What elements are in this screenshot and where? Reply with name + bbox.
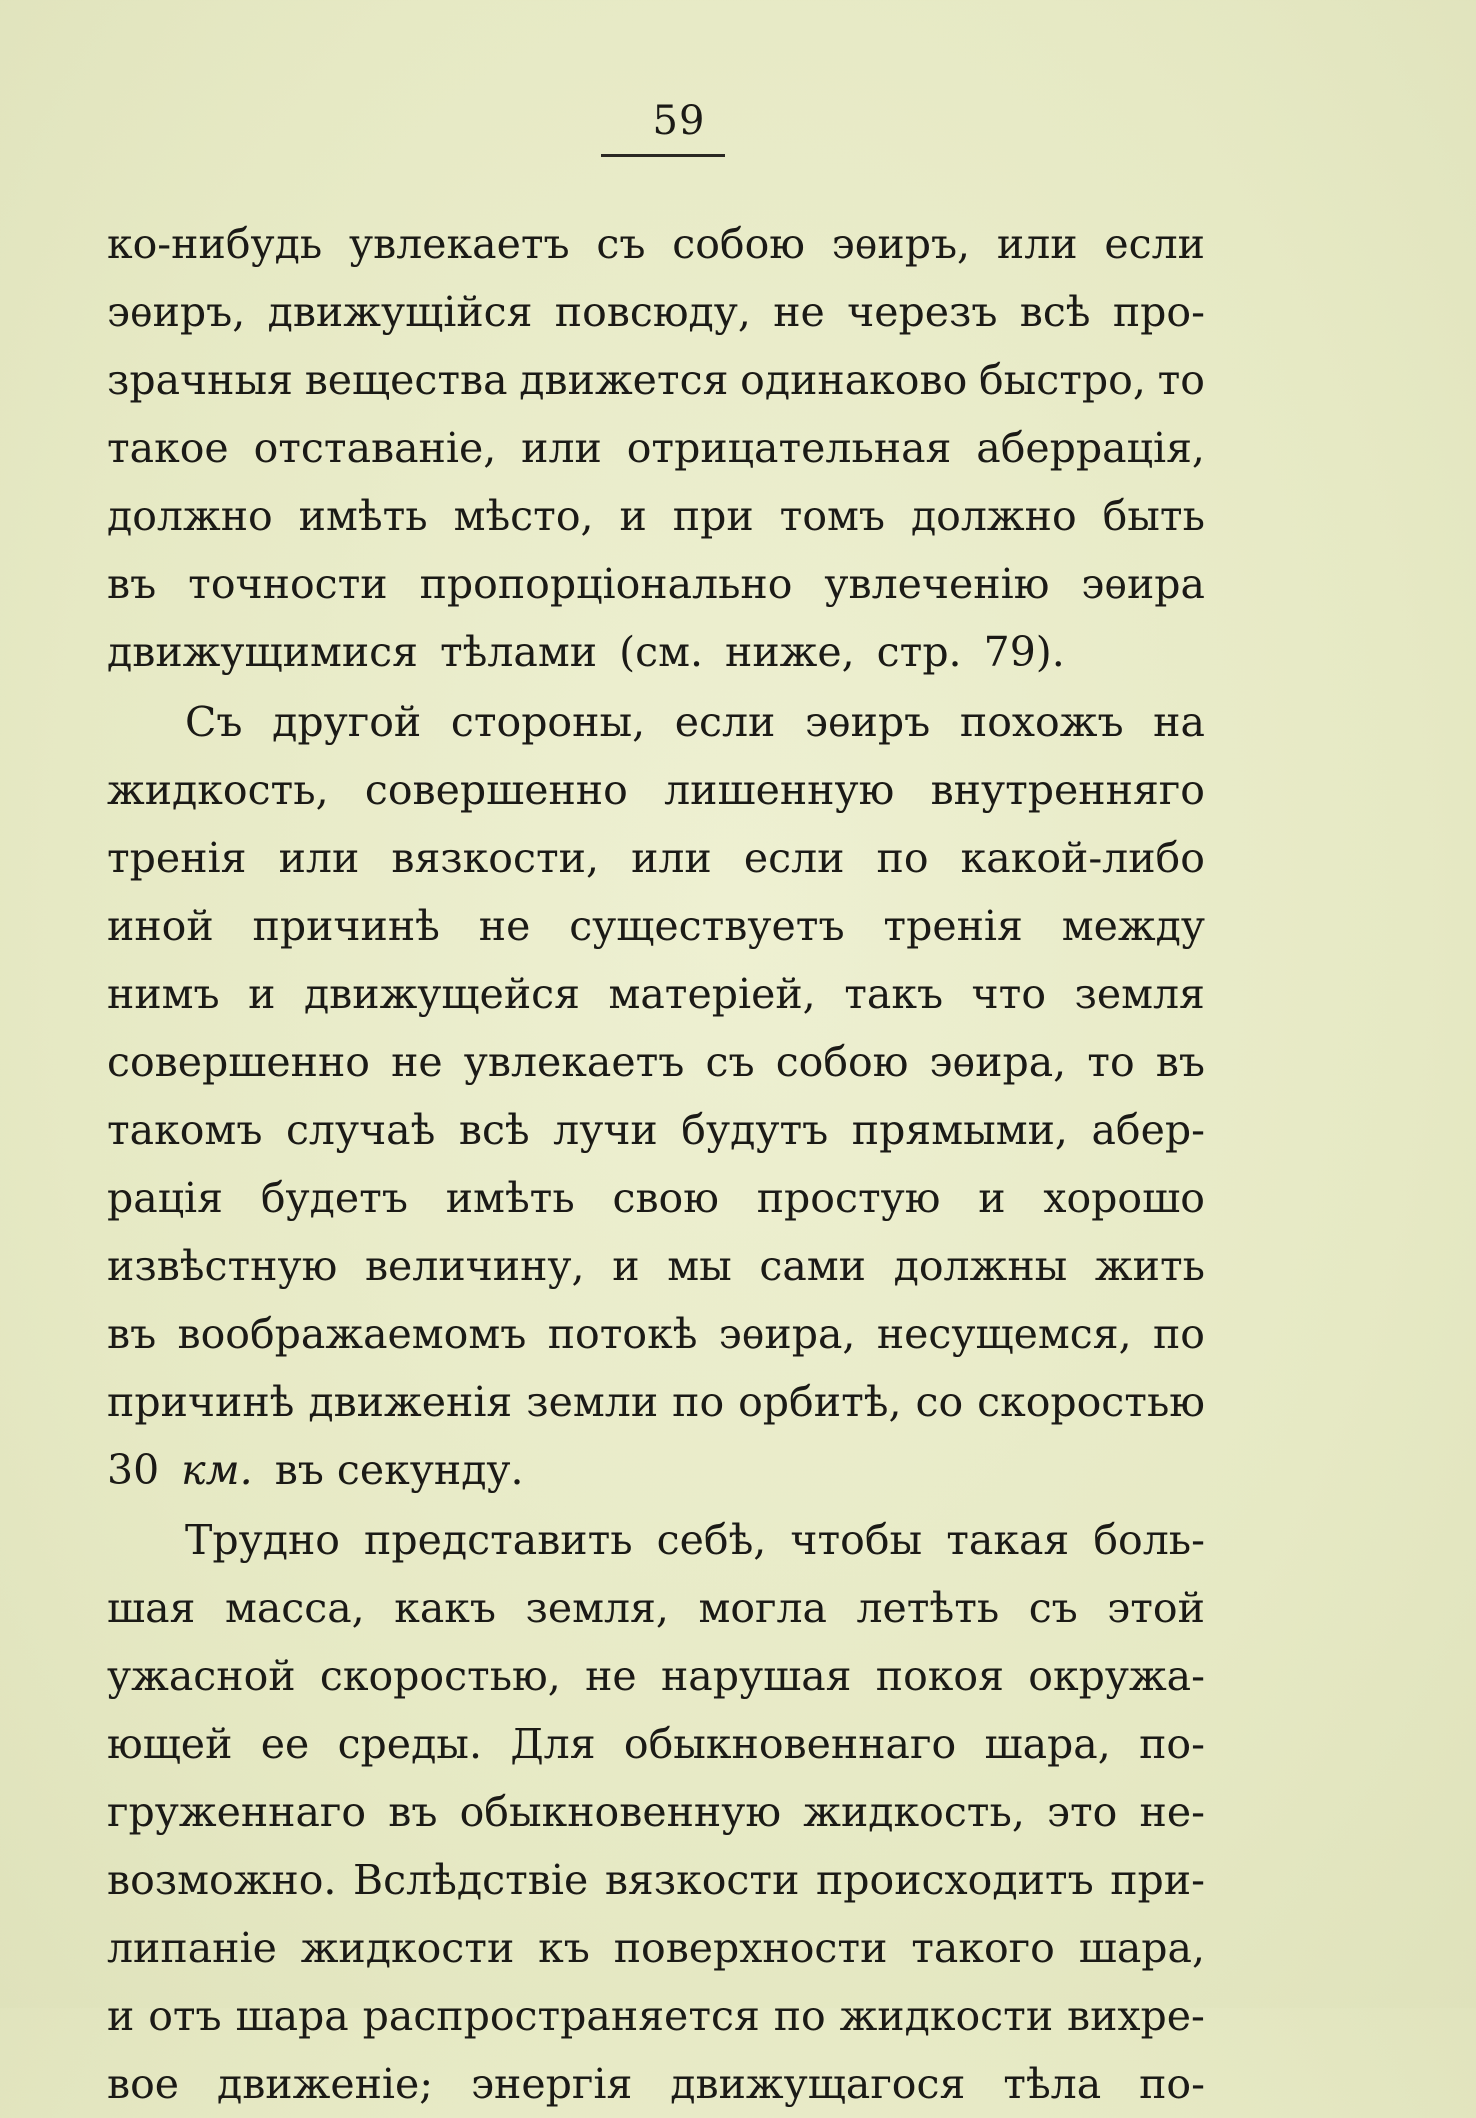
word: тѣла (1003, 2060, 1102, 2108)
text-line (107, 1642, 1205, 1710)
word: при (672, 492, 754, 540)
word: такомъ (107, 1106, 263, 1154)
word: среды. (337, 1720, 482, 1768)
word: при- (1110, 1856, 1205, 1904)
text-line (107, 1164, 1205, 1232)
word: движущійся (267, 288, 533, 336)
word: земля (1074, 970, 1205, 1018)
body-text (107, 210, 1205, 2118)
word: жидкости (839, 1992, 1054, 2040)
text-line (107, 1574, 1205, 1642)
word: мы (667, 1242, 732, 1290)
word: ужасной (107, 1652, 296, 1700)
word: извѣстную (107, 1242, 338, 1290)
text-line (107, 346, 1205, 414)
word: жить (1094, 1242, 1205, 1290)
word: должно (107, 492, 273, 540)
word: про- (1112, 288, 1205, 336)
word: по (876, 834, 929, 882)
word: окружа- (1028, 1652, 1205, 1700)
word: лучи (553, 1106, 658, 1154)
word: иной (107, 902, 214, 950)
word: ющей (107, 1720, 233, 1768)
word: вещества (304, 356, 508, 404)
text-line (107, 1028, 1205, 1096)
text-line (107, 824, 1205, 892)
word: въ (388, 1788, 438, 1836)
word: если (1104, 220, 1205, 268)
word: скоростью (977, 1378, 1205, 1426)
word: имѣть (298, 492, 428, 540)
word: увлекаетъ (463, 1038, 685, 1086)
word: должно (910, 492, 1077, 540)
word: земли (526, 1378, 659, 1426)
word: и (619, 492, 647, 540)
word: поверхности (613, 1924, 888, 1972)
word: всѣ (458, 1106, 530, 1154)
word: матеріей, (608, 970, 816, 1018)
word: жидкость, (803, 1788, 1025, 1836)
word: пропорціонально (419, 560, 793, 608)
word: по (1152, 1310, 1205, 1358)
word: рація (107, 1174, 224, 1222)
word: черезъ (847, 288, 998, 336)
header-rule (601, 154, 725, 157)
word: къ (538, 1924, 590, 1972)
word: будутъ (681, 1106, 829, 1154)
word: свою (612, 1174, 719, 1222)
word: такъ (844, 970, 944, 1018)
word: и (612, 1242, 640, 1290)
word: случаѣ (285, 1106, 436, 1154)
word: летѣть (856, 1584, 1000, 1632)
word: ко-нибудь (107, 220, 323, 268)
word: зрачныя (107, 356, 293, 404)
word: прямыми, (851, 1106, 1068, 1154)
word: увлеченію (824, 560, 1050, 608)
word: шара, (984, 1720, 1111, 1768)
word: нимъ (107, 970, 220, 1018)
word: могла (698, 1584, 827, 1632)
word: себѣ, (656, 1516, 767, 1564)
word: стр. (876, 628, 962, 676)
word: потокѣ (547, 1310, 698, 1358)
text-line (107, 2050, 1205, 2118)
text-line (107, 1982, 1205, 2050)
word: по- (1139, 2060, 1205, 2108)
word: 79). (983, 628, 1065, 676)
word: (см. (619, 628, 703, 676)
word: липаніе (107, 1924, 277, 1972)
text-line (107, 1300, 1205, 1368)
word: имѣть (445, 1174, 575, 1222)
word: вязкости, (391, 834, 599, 882)
text-line (107, 1778, 1205, 1846)
word: распространяется (362, 1992, 760, 2040)
paragraph-3 (107, 1506, 1205, 2118)
text-line (107, 1846, 1205, 1914)
text-line (107, 414, 1205, 482)
word: энергія (471, 2060, 633, 2108)
word: или (521, 424, 602, 472)
word: не (773, 288, 825, 336)
word: по- (1139, 1720, 1205, 1768)
word: жидкость, (107, 766, 329, 814)
word: причинѣ (107, 1378, 295, 1426)
paragraph-1 (107, 210, 1205, 686)
speed-rest: въ секунду. (274, 1446, 524, 1494)
word: то (1157, 356, 1205, 404)
word: такая (946, 1516, 1070, 1564)
word: нарушая (660, 1652, 852, 1700)
text-line (107, 482, 1205, 550)
word: обыкновенную (459, 1788, 782, 1836)
speed-value: 30 (107, 1446, 160, 1494)
word: между (1061, 902, 1205, 950)
word: собою (775, 1038, 909, 1086)
word: мѣсто, (453, 492, 594, 540)
text-line (107, 1368, 1205, 1436)
word: обыкновеннаго (623, 1720, 957, 1768)
word: съ (1028, 1584, 1078, 1632)
word: не- (1139, 1788, 1205, 1836)
word: шара (235, 1992, 349, 2040)
word: по (672, 1378, 725, 1426)
word: масса, (224, 1584, 365, 1632)
word: не (478, 902, 531, 950)
word: совершенно (364, 766, 628, 814)
word: и (107, 1992, 135, 2040)
paragraph-2 (107, 688, 1205, 1504)
word: покоя (875, 1652, 1004, 1700)
word: отъ (148, 1992, 222, 2040)
word: отставаніе, (253, 424, 497, 472)
word: происходитъ (815, 1856, 1094, 1904)
word: эѳиръ (805, 698, 931, 746)
word: такое (107, 424, 229, 472)
word: воображаемомъ (177, 1310, 527, 1358)
word: всѣ (1019, 288, 1091, 336)
word: тѣлами (439, 628, 598, 676)
word: то (1087, 1038, 1135, 1086)
word: движущимися (107, 628, 418, 676)
word: простую (756, 1174, 941, 1222)
word: ее (260, 1720, 310, 1768)
text-line (107, 688, 1205, 756)
word: быстро, (978, 356, 1146, 404)
word: Съ (185, 698, 243, 746)
word: эѳира, (929, 1038, 1067, 1086)
word: аберрація, (976, 424, 1205, 472)
word: движенія (308, 1378, 513, 1426)
word: другой (272, 698, 422, 746)
word: какой-либо (960, 834, 1205, 882)
word: или (631, 834, 712, 882)
word: шая (107, 1584, 196, 1632)
word: эѳиръ, (831, 220, 971, 268)
word: стороны, (450, 698, 646, 746)
word: движется (519, 356, 729, 404)
text-line (107, 756, 1205, 824)
word: и (248, 970, 276, 1018)
word: или (996, 220, 1078, 268)
word: тренія (883, 902, 1023, 950)
text-line (107, 210, 1205, 278)
word: чтобы (790, 1516, 923, 1564)
word: жидкости (300, 1924, 515, 1972)
text-line (107, 1096, 1205, 1164)
word: тренія (107, 834, 247, 882)
word: если (743, 834, 845, 882)
text-line-last (107, 1436, 1205, 1504)
word: движущагося (670, 2060, 966, 2108)
word: движеніе; (216, 2060, 434, 2108)
word: и (978, 1174, 1006, 1222)
word: будетъ (260, 1174, 408, 1222)
text-line (107, 550, 1205, 618)
word: несущемся, (876, 1310, 1132, 1358)
word: эѳиръ, (107, 288, 246, 336)
text-line (107, 1710, 1205, 1778)
word: хорошо (1043, 1174, 1205, 1222)
word: не (585, 1652, 637, 1700)
word: какъ (394, 1584, 496, 1632)
word: Для (510, 1720, 596, 1768)
word: быть (1102, 492, 1205, 540)
word: эѳира (1081, 560, 1205, 608)
word: величину, (364, 1242, 585, 1290)
speed-unit: км. (181, 1446, 253, 1494)
word: повсюду, (554, 288, 751, 336)
word: ниже, (725, 628, 855, 676)
word: съ (596, 220, 646, 268)
word: собою (672, 220, 805, 268)
word: со (915, 1378, 964, 1426)
word: движущейся (303, 970, 580, 1018)
word: томъ (779, 492, 885, 540)
word: вое (107, 2060, 180, 2108)
text-line (107, 618, 1205, 686)
word: вихре- (1067, 1992, 1205, 2040)
word: Вслѣдствіе (353, 1856, 589, 1904)
page-number: 59 (652, 98, 706, 144)
word: похожъ (959, 698, 1124, 746)
word: скоростью, (319, 1652, 561, 1700)
word: эѳира, (718, 1310, 856, 1358)
word: увлекаетъ (349, 220, 570, 268)
word: не (391, 1038, 443, 1086)
word: вязкости (604, 1856, 800, 1904)
text-line (107, 960, 1205, 1028)
word: въ (1155, 1038, 1205, 1086)
word: шара, (1078, 1924, 1205, 1972)
word: если (674, 698, 776, 746)
word: одинаково (740, 356, 968, 404)
text-line (107, 1506, 1205, 1574)
text-line (107, 1232, 1205, 1300)
word: причинѣ (252, 902, 440, 950)
word: отрицательная (626, 424, 952, 472)
word: существуетъ (569, 902, 845, 950)
word: возможно. (107, 1856, 337, 1904)
word: этой (1107, 1584, 1205, 1632)
word: внутренняго (930, 766, 1205, 814)
word: орбитѣ, (738, 1378, 902, 1426)
word: абер- (1091, 1106, 1205, 1154)
word: груженнаго (107, 1788, 367, 1836)
word: должны (893, 1242, 1068, 1290)
word: представить (364, 1516, 633, 1564)
text-line (107, 892, 1205, 960)
word: Трудно (185, 1516, 340, 1564)
word: сами (759, 1242, 866, 1290)
word: совершенно (107, 1038, 370, 1086)
word: боль- (1093, 1516, 1205, 1564)
word: въ (107, 1310, 157, 1358)
word: съ (705, 1038, 755, 1086)
word: что (971, 970, 1047, 1018)
word: въ (107, 560, 157, 608)
word: точности (188, 560, 388, 608)
text-line (107, 278, 1205, 346)
word: это (1047, 1788, 1118, 1836)
word: по (773, 1992, 826, 2040)
word: на (1153, 698, 1205, 746)
word: или (278, 834, 360, 882)
word: такого (911, 1924, 1055, 1972)
word: лишенную (664, 766, 895, 814)
text-line (107, 1914, 1205, 1982)
word: земля, (525, 1584, 669, 1632)
